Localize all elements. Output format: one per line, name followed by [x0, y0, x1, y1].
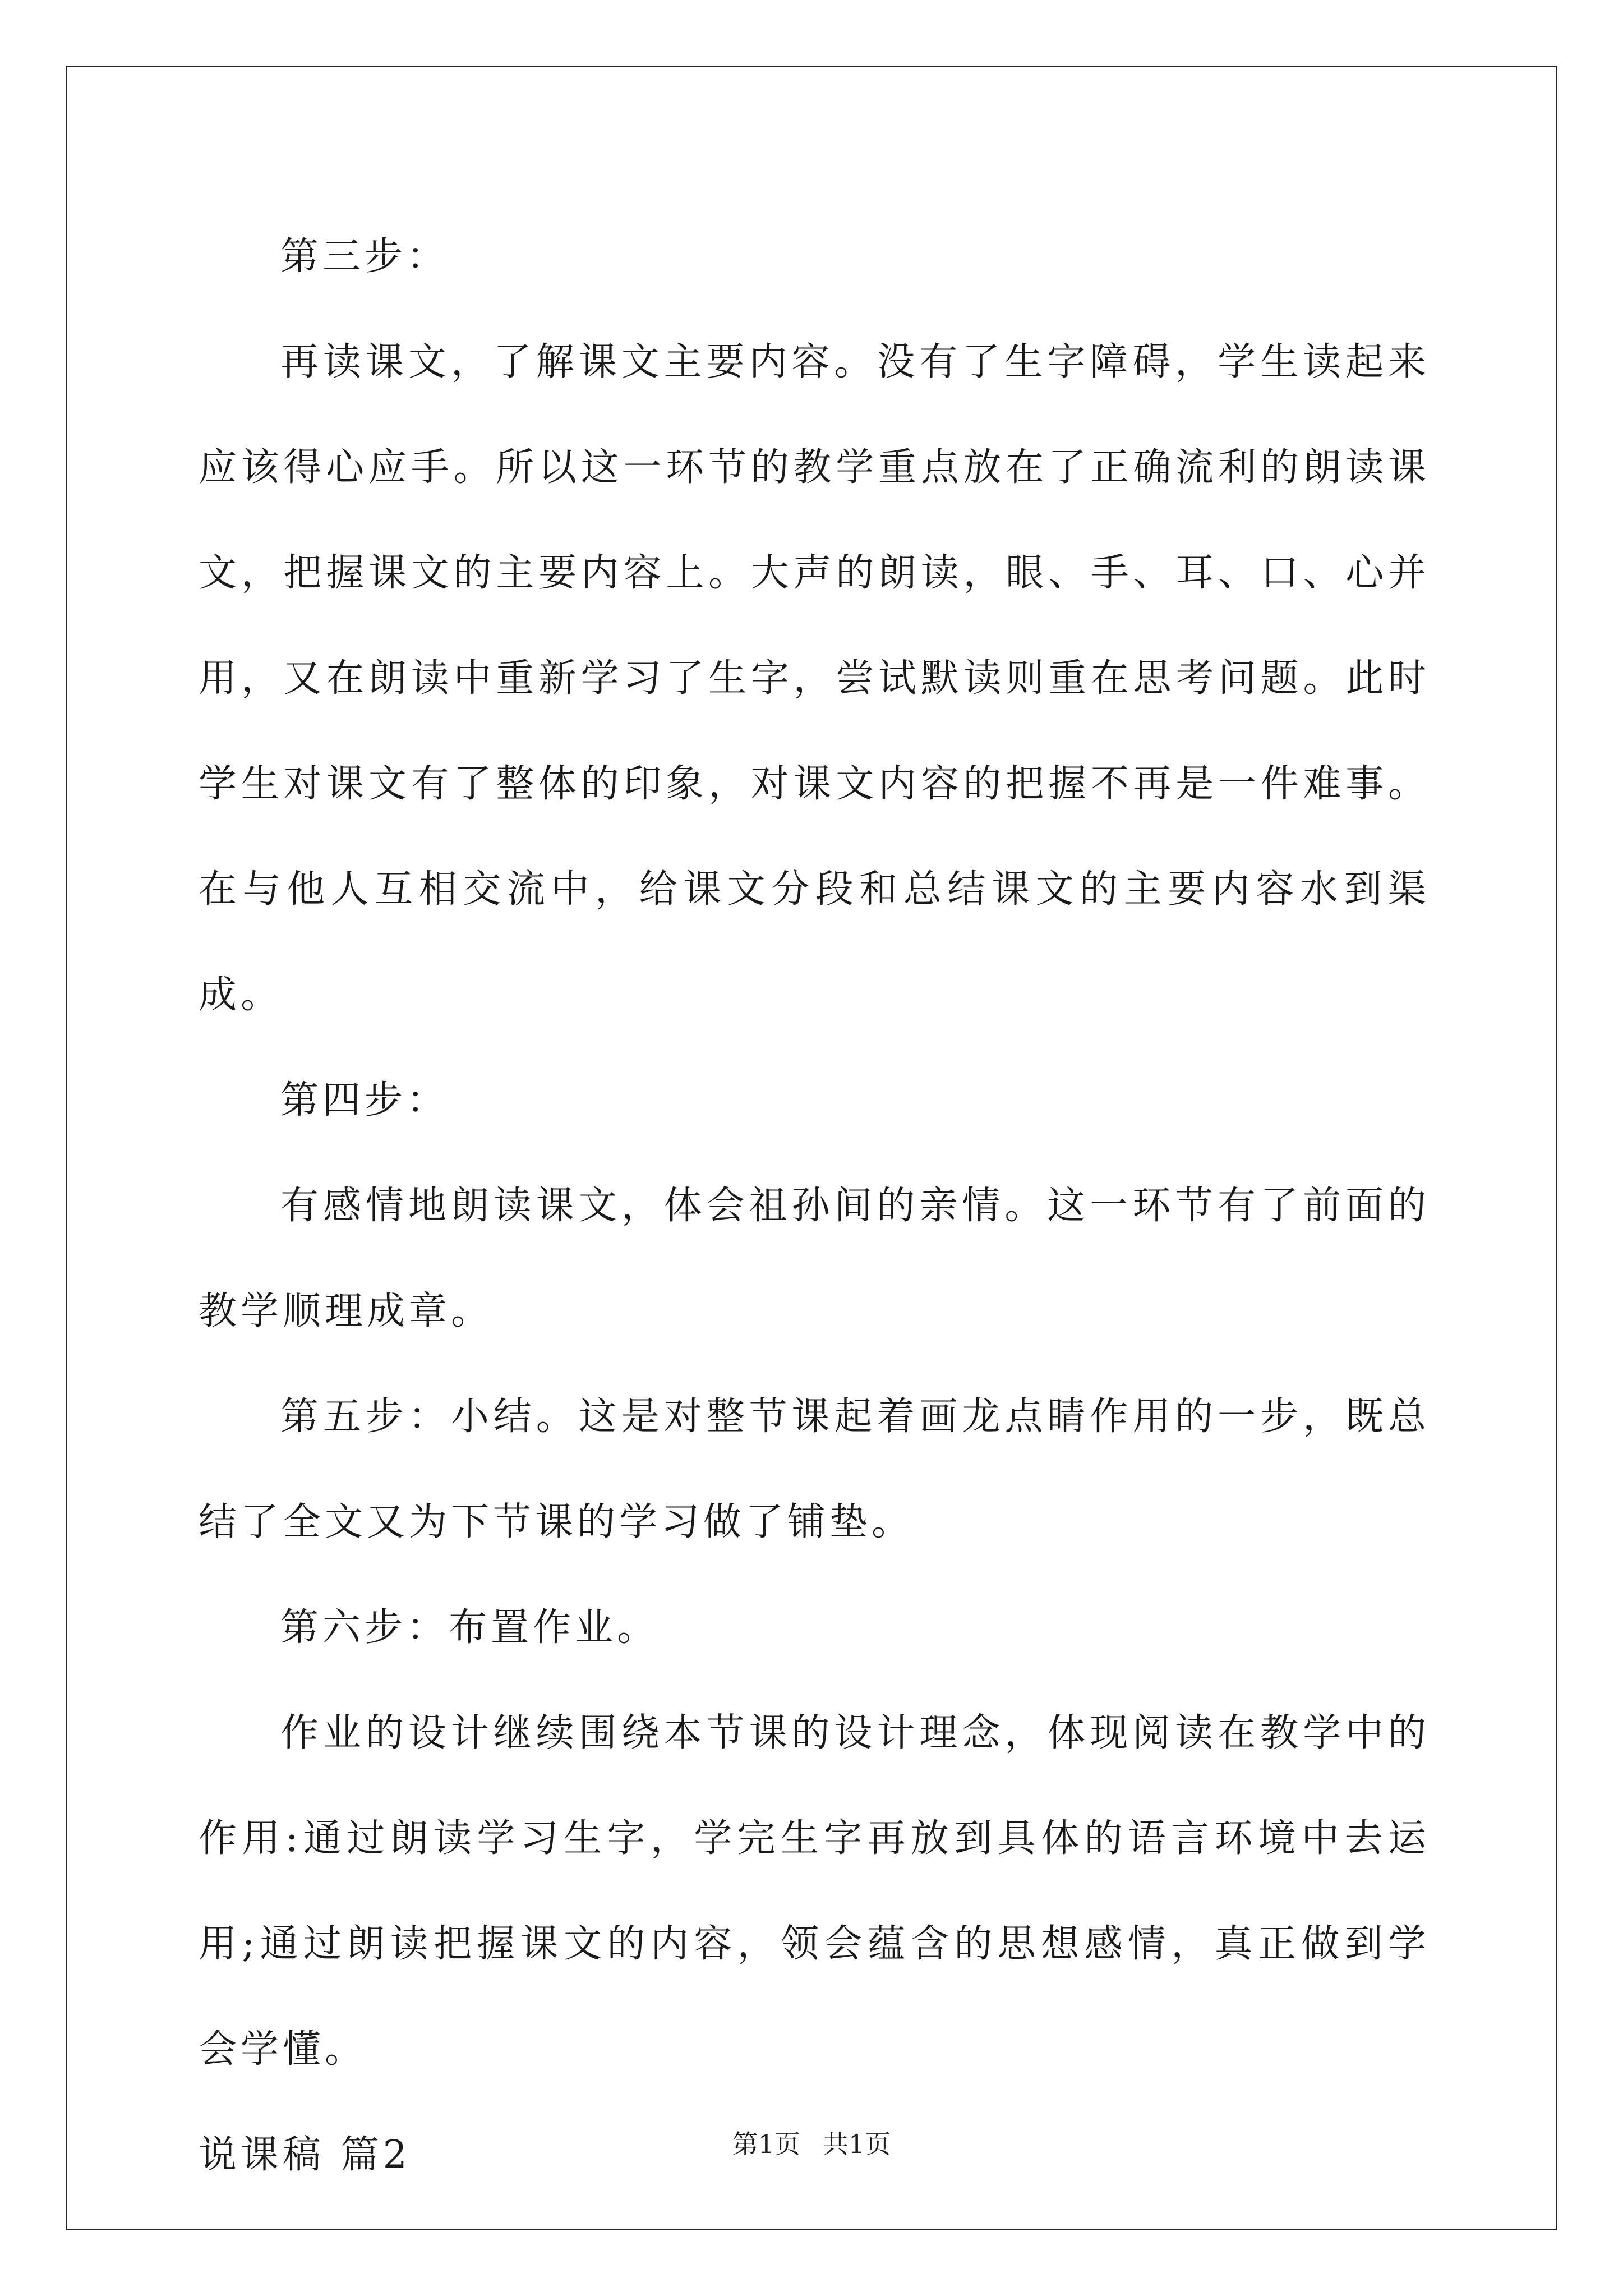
document-body	[199, 204, 1430, 2208]
homework-paragraph: 作业的设计继续围绕本节课的设计理念，体现阅读在教学中的作用:通过朗读学习生字，学完生字再放到具体的语言环境中去运用;通过朗读把握课文的内容，领会蕴含的思想感情，真正做到学会学懂。	[199, 1711, 1430, 2072]
page-total: 共1页	[823, 2129, 891, 2159]
page-current: 第1页	[732, 2129, 800, 2159]
step5-paragraph: 第五步：小结。这是对整节课起着画龙点睛作用的一步，既总结了全文又为下节课的学习做了铺垫。	[199, 1395, 1430, 1544]
page-footer	[0, 2127, 1623, 2161]
step6-paragraph: 第六步：布置作业。	[280, 1605, 660, 1650]
step3-title: 第三步：	[280, 234, 449, 279]
step4-title: 第四步：	[280, 1078, 449, 1122]
section2-heading: 说课稿 篇2	[199, 2133, 411, 2177]
step3-body: 再读课文，了解课文主要内容。没有了生字障碍，学生读起来应该得心应手。所以这一环节的教学重点放在了正确流利的朗读课文，把握课文的主要内容上。大声的朗读，眼、手、耳、口、心并用，又在朗读中重新学习了生字，尝试默读则重在思考问题。此时学生对课文有了整体的印象，对课文内容的把握不再是一件难事。在与他人互相交流中，给课文分段和总结课文的主要内容水到渠成。	[199, 340, 1430, 1017]
step4-body: 有感情地朗读课文，体会祖孙间的亲情。这一环节有了前面的教学顺理成章。	[199, 1184, 1430, 1333]
